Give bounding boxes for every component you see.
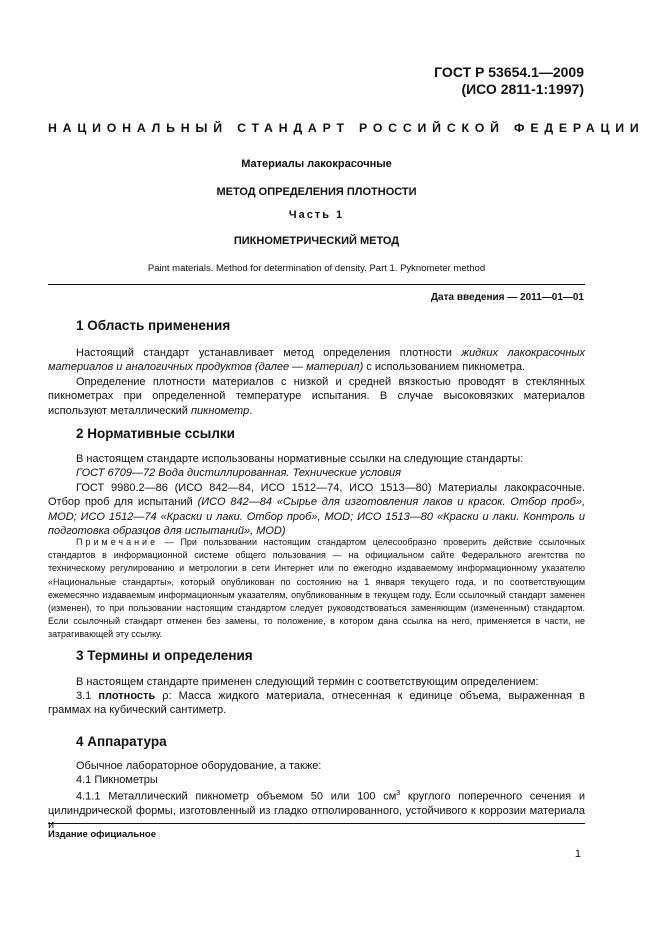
introduction-date: Дата введения — 2011—01—01: [430, 292, 584, 303]
reference-gost-6709: ГОСТ 6709—72 Вода дистиллированная. Технические условия: [76, 467, 401, 479]
standard-code-line2: (ИСО 2811-1:1997): [461, 81, 584, 97]
section-4-line-3: 4.1.1 Металлический пикнометр объемом 50 или 100 $см^3$ круглого поперечного сечения и цилиндрической формы, изготовленный из гладко отполированного, устойчивого к коррозии материала и: [48, 790, 585, 832]
divider-footer: [48, 823, 585, 824]
section-3-intro: В настоящем стандарте применен следующий термин с соответствующим определением:: [76, 676, 539, 688]
section-2-heading: 2 Нормативные ссылки: [76, 426, 235, 441]
standard-code: [434, 64, 584, 98]
title-line1: Материалы лакокрасочные: [241, 158, 392, 170]
divider-top: [48, 284, 585, 285]
section-2-intro: В настоящем стандарте использованы нормативные ссылки на следующие стандарты:: [76, 453, 524, 465]
official-edition-label: Издание официальное: [48, 829, 156, 840]
page-number: 1: [574, 848, 581, 860]
english-title: Paint materials. Method for determination of density. Part 1. Pyknometer method: [147, 263, 486, 274]
section-4-line-1: Обычное лабораторное оборудование, а также:: [76, 760, 322, 772]
section-2-note: Примечание — При пользовании настоящим стандартом целесообразно проверить действие ссылочных стандартов в информационной системе общего пользования — на официальном сайте Федерального агентства по техническому регулированию и метрологии в сети Интернет или по ежегодно издаваемому информационному указателю «Национальные стандарты», который опубликован по состоянию на 1 января текущего года, и по соответствующим ежемесячно издаваемым информационным указателям, опубликованным в текущем году. Если ссылочный стандарт заменен (изменен), то при пользовании настоящим стандартом следует руководствоваться заменяющим (измененным) стандартом. Если ссылочный стандарт отменен без замены, то положение, в котором дана ссылка на него, применяется в части, не затрагивающей эту ссылку.: [48, 537, 585, 640]
title-part: Часть 1: [288, 209, 345, 221]
section-4-heading: 4 Аппаратура: [76, 734, 167, 749]
section-1-heading: 1 Область применения: [76, 318, 231, 333]
standard-code-line1: ГОСТ Р 53654.1—2009: [434, 64, 584, 80]
title-line2: МЕТОД ОПРЕДЕЛЕНИЯ ПЛОТНОСТИ: [216, 186, 417, 198]
national-standard-banner: НАЦИОНАЛЬНЫЙ СТАНДАРТ РОССИЙСКОЙ ФЕДЕРАЦИИ: [48, 121, 645, 135]
section-3-heading: 3 Термины и определения: [76, 648, 253, 663]
section-1-paragraph-1: Настоящий стандарт устанавливает метод определения плотности жидких лакокрасочных материалов и аналогичных продуктов (далее — материал) с использованием пикнометра.: [48, 347, 585, 374]
section-4-line-2: 4.1 Пикнометры: [76, 774, 158, 786]
section-1-paragraph-2: Определение плотности материалов с низкой и средней вязкостью проводят в стеклянных пикнометрах при определенной температуре испытания. В случае высоковязких материалов используют металлический пикнометр.: [48, 376, 585, 417]
title-line4: ПИКНОМЕТРИЧЕСКИЙ МЕТОД: [233, 235, 400, 247]
reference-gost-9980-2: ГОСТ 9980.2—86 (ИСО 842—84, ИСО 1512—74, ИСО 1513—80) Материалы лакокрасочные. Отбор проб для испытаний (ИСО 842—84 «Сырье для изготовления лаков и красок. Отбор проб», MOD; ИСО 1512—74 «Краски и лаки. Отбор проб», MOD; ИСО 1513—80 «Краски и лаки. Контроль и подготовка образцов для испытаний», MOD): [48, 482, 585, 537]
definition-density: 3.1 плотность ρ: Масса жидкого материала, отнесенная к единице объема, выраженная в граммах на кубический сантиметр.: [48, 690, 585, 717]
